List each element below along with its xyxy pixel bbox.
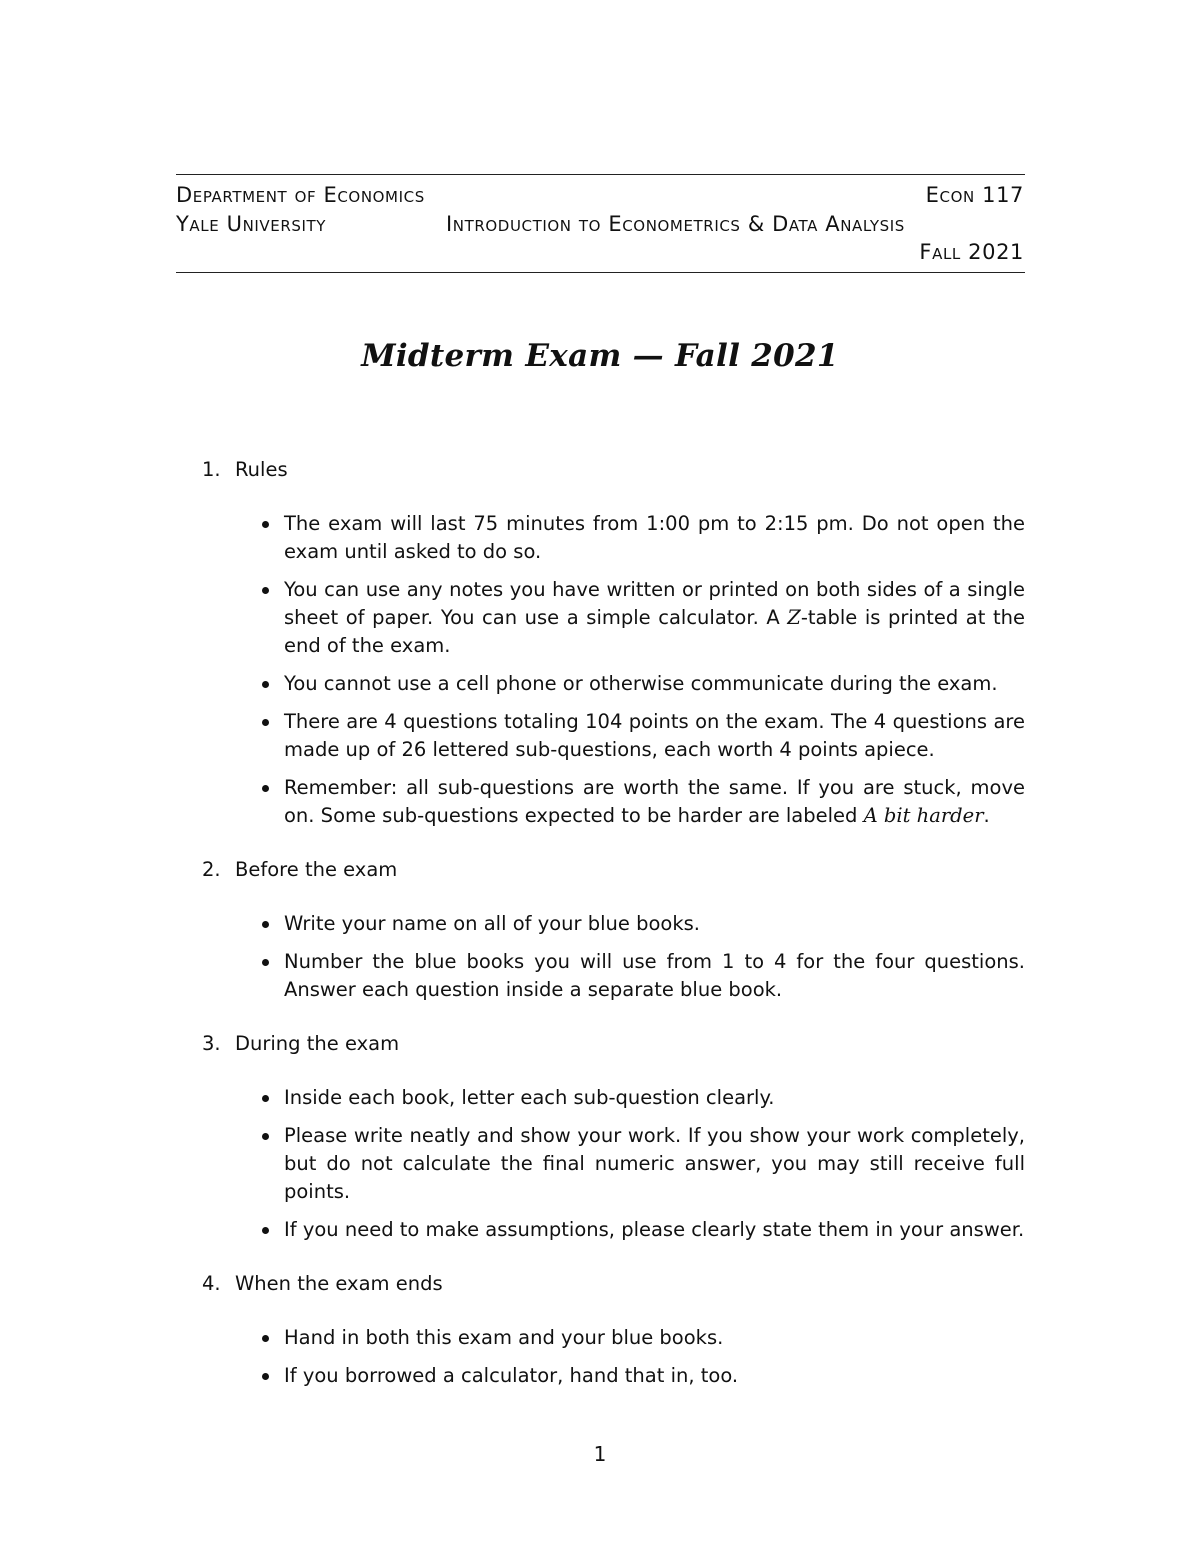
instructions-list bbox=[176, 456, 1025, 1416]
math-variable: Z bbox=[787, 606, 801, 629]
term-label: Fall 2021 bbox=[919, 240, 1024, 264]
list-item bbox=[176, 1084, 1025, 1112]
exam-title: Midterm Exam — Fall 2021 bbox=[361, 338, 839, 374]
list-item bbox=[176, 1324, 1025, 1352]
bullet-icon bbox=[262, 959, 269, 966]
section-exam-ends bbox=[176, 1270, 1025, 1390]
header-bottom-rule bbox=[176, 272, 1025, 273]
department-name: Department of Economics bbox=[176, 183, 425, 207]
section-heading bbox=[176, 856, 1025, 884]
bullet-list bbox=[176, 910, 1025, 1004]
header-top-rule bbox=[176, 174, 1025, 175]
section-title: Before the exam bbox=[235, 858, 398, 881]
course-code: Econ 117 bbox=[925, 183, 1024, 207]
bullet-text: Number the blue books you will use from 1 to 4 for the four questions. Answer each question inside a separate blue book. bbox=[284, 950, 1025, 1001]
bullet-list bbox=[176, 1324, 1025, 1390]
section-title: When the exam ends bbox=[235, 1272, 443, 1295]
list-item bbox=[176, 1362, 1025, 1390]
list-item bbox=[176, 948, 1025, 1004]
list-item bbox=[176, 910, 1025, 938]
bullet-text: Please write neatly and show your work. If you show your work completely, but do not calculate the final numeric answer, you may still receive full points. bbox=[284, 1124, 1025, 1203]
bullet-text: You can use any notes you have written or printed on both sides of a single sheet of paper. You can use a simple calculator. A bbox=[284, 578, 1025, 629]
bullet-icon bbox=[262, 1095, 269, 1102]
page-number: 1 bbox=[593, 1442, 607, 1466]
section-before-exam bbox=[176, 856, 1025, 1004]
section-title: Rules bbox=[235, 458, 288, 481]
bullet-text: Write your name on all of your blue books. bbox=[284, 912, 700, 935]
list-item bbox=[176, 708, 1025, 764]
bullet-text: There are 4 questions totaling 104 points on the exam. The 4 questions are made up of 26 lettered sub-questions, each worth 4 points apiece. bbox=[284, 710, 1025, 761]
section-heading bbox=[176, 1030, 1025, 1058]
bullet-text: If you borrowed a calculator, hand that in, too. bbox=[284, 1364, 739, 1387]
bullet-icon bbox=[262, 587, 269, 594]
bullet-text: If you need to make assumptions, please clearly state them in your answer. bbox=[284, 1218, 1025, 1241]
bullet-text: Remember: all sub-questions are worth the same. If you are stuck, move on. Some sub-questions expected to be harder are labeled bbox=[284, 776, 1025, 827]
bullet-icon bbox=[262, 521, 269, 528]
list-item bbox=[176, 774, 1025, 830]
section-number: 4. bbox=[202, 1272, 221, 1295]
section-title: During the exam bbox=[235, 1032, 400, 1055]
bullet-text: You cannot use a cell phone or otherwise communicate during the exam. bbox=[284, 672, 998, 695]
bullet-icon bbox=[262, 1335, 269, 1342]
list-item bbox=[176, 576, 1025, 660]
bullet-icon bbox=[262, 921, 269, 928]
section-rules bbox=[176, 456, 1025, 830]
list-item bbox=[176, 1216, 1025, 1244]
bullet-text: Hand in both this exam and your blue books. bbox=[284, 1326, 724, 1349]
bullet-icon bbox=[262, 1373, 269, 1380]
bullet-icon bbox=[262, 681, 269, 688]
bullet-text: The exam will last 75 minutes from 1:00 pm to 2:15 pm. Do not open the exam until asked to do so. bbox=[284, 512, 1025, 563]
section-during-exam bbox=[176, 1030, 1025, 1244]
bullet-icon bbox=[262, 719, 269, 726]
university-name: Yale University bbox=[176, 212, 327, 236]
section-heading bbox=[176, 1270, 1025, 1298]
bullet-text: . bbox=[983, 804, 990, 827]
list-item bbox=[176, 510, 1025, 566]
bullet-icon bbox=[262, 1133, 269, 1140]
bullet-list bbox=[176, 1084, 1025, 1244]
section-heading bbox=[176, 456, 1025, 484]
course-name: Introduction to Econometrics & Data Analysis bbox=[446, 212, 905, 236]
bullet-text: -table is printed at the end of the exam. bbox=[284, 606, 1025, 657]
bullet-list bbox=[176, 510, 1025, 830]
emphasis-text: A bit harder bbox=[863, 804, 984, 827]
section-number: 3. bbox=[202, 1032, 221, 1055]
section-number: 2. bbox=[202, 858, 221, 881]
list-item bbox=[176, 1122, 1025, 1206]
bullet-text: Inside each book, letter each sub-question clearly. bbox=[284, 1086, 775, 1109]
bullet-icon bbox=[262, 785, 269, 792]
bullet-icon bbox=[262, 1227, 269, 1234]
list-item bbox=[176, 670, 1025, 698]
section-number: 1. bbox=[202, 458, 221, 481]
